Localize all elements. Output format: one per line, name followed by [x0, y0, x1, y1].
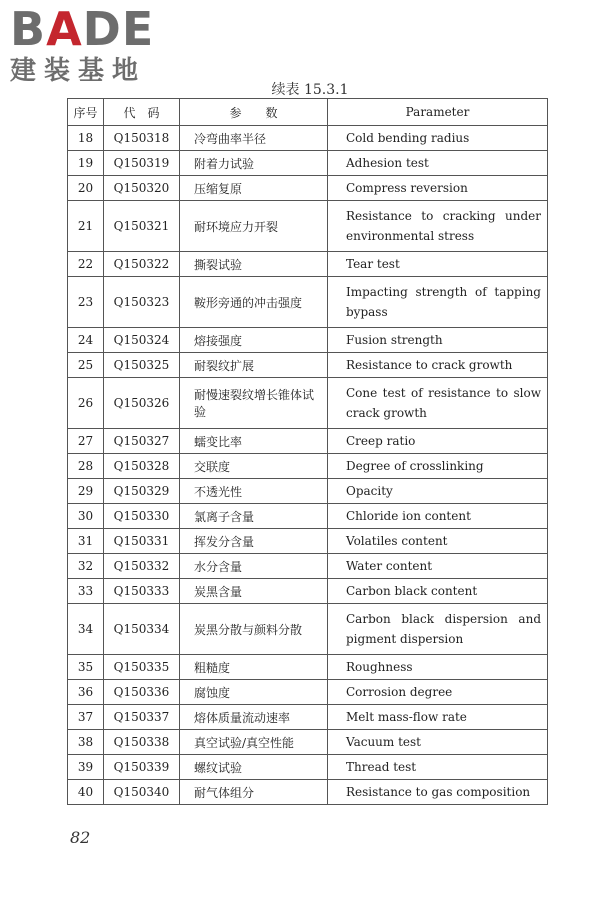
table-row [68, 579, 548, 604]
row-number: 22 [68, 252, 104, 277]
row-param-cn: 螺纹试验 [180, 755, 328, 780]
row-param-en: Fusion strength [328, 328, 548, 353]
header-code: 代 码 [104, 99, 180, 126]
row-param-en: Adhesion test [328, 151, 548, 176]
row-number: 32 [68, 554, 104, 579]
row-code: Q150318 [104, 126, 180, 151]
row-param-en: Thread test [328, 755, 548, 780]
row-param-cn: 炭黑分散与颜料分散 [180, 604, 328, 655]
table-row [68, 554, 548, 579]
row-code: Q150330 [104, 504, 180, 529]
table-caption: 续表 15.3.1 [271, 82, 349, 98]
row-code: Q150336 [104, 680, 180, 705]
table-header-row [68, 99, 548, 126]
row-param-cn: 熔接强度 [180, 328, 328, 353]
table-row [68, 277, 548, 328]
table-row [68, 252, 548, 277]
page-number: 82 [70, 828, 91, 847]
row-number: 31 [68, 529, 104, 554]
row-param-cn: 交联度 [180, 454, 328, 479]
row-number: 23 [68, 277, 104, 328]
row-param-cn: 熔体质量流动速率 [180, 705, 328, 730]
row-param-en: Cone test of resistance to slow crack growth [328, 378, 548, 429]
row-param-cn: 耐环境应力开裂 [180, 201, 328, 252]
row-code: Q150322 [104, 252, 180, 277]
table-row [68, 529, 548, 554]
row-number: 40 [68, 780, 104, 805]
table-row [68, 655, 548, 680]
row-param-cn: 耐慢速裂纹增长锥体试验 [180, 378, 328, 429]
row-param-en: Water content [328, 554, 548, 579]
table-row [68, 454, 548, 479]
row-param-en: Resistance to cracking under environmental stress [328, 201, 548, 252]
row-param-cn: 水分含量 [180, 554, 328, 579]
row-code: Q150323 [104, 277, 180, 328]
table-row [68, 176, 548, 201]
row-param-en: Carbon black content [328, 579, 548, 604]
table-row [68, 780, 548, 805]
row-param-cn: 不透光性 [180, 479, 328, 504]
row-code: Q150334 [104, 604, 180, 655]
row-number: 39 [68, 755, 104, 780]
row-code: Q150327 [104, 429, 180, 454]
row-code: Q150333 [104, 579, 180, 604]
row-number: 37 [68, 705, 104, 730]
row-param-en: Carbon black dispersion and pigment dispersion [328, 604, 548, 655]
row-code: Q150320 [104, 176, 180, 201]
row-number: 26 [68, 378, 104, 429]
row-param-cn: 粗糙度 [180, 655, 328, 680]
row-param-en: Impacting strength of tapping bypass [328, 277, 548, 328]
row-number: 24 [68, 328, 104, 353]
row-param-cn: 附着力试验 [180, 151, 328, 176]
header-param-en: Parameter [328, 99, 548, 126]
row-param-cn: 压缩复原 [180, 176, 328, 201]
table-row [68, 755, 548, 780]
table-row [68, 730, 548, 755]
row-param-cn: 挥发分含量 [180, 529, 328, 554]
logo-chinese: 建装基地 [10, 56, 147, 86]
row-code: Q150324 [104, 328, 180, 353]
logo-wordmark: BADE [10, 2, 155, 56]
row-code: Q150335 [104, 655, 180, 680]
row-param-cn: 耐气体组分 [180, 780, 328, 805]
row-param-cn: 冷弯曲率半径 [180, 126, 328, 151]
row-param-cn: 撕裂试验 [180, 252, 328, 277]
row-number: 20 [68, 176, 104, 201]
row-number: 33 [68, 579, 104, 604]
table-row [68, 429, 548, 454]
row-param-en: Resistance to gas composition [328, 780, 548, 805]
table-row [68, 328, 548, 353]
row-param-en: Creep ratio [328, 429, 548, 454]
row-code: Q150339 [104, 755, 180, 780]
row-code: Q150340 [104, 780, 180, 805]
row-number: 38 [68, 730, 104, 755]
table-row [68, 680, 548, 705]
parameter-table [67, 98, 548, 805]
table-row [68, 353, 548, 378]
row-number: 34 [68, 604, 104, 655]
row-param-en: Resistance to crack growth [328, 353, 548, 378]
row-param-cn: 蠕变比率 [180, 429, 328, 454]
row-param-en: Roughness [328, 655, 548, 680]
row-number: 29 [68, 479, 104, 504]
table-row [68, 604, 548, 655]
row-param-en: Opacity [328, 479, 548, 504]
row-param-en: Melt mass-flow rate [328, 705, 548, 730]
row-code: Q150328 [104, 454, 180, 479]
bade-logo [10, 4, 154, 86]
row-param-cn: 氯离子含量 [180, 504, 328, 529]
row-number: 28 [68, 454, 104, 479]
row-code: Q150338 [104, 730, 180, 755]
row-param-cn: 腐蚀度 [180, 680, 328, 705]
row-number: 21 [68, 201, 104, 252]
row-param-cn: 鞍形旁通的冲击强度 [180, 277, 328, 328]
row-param-en: Corrosion degree [328, 680, 548, 705]
row-number: 19 [68, 151, 104, 176]
row-param-en: Chloride ion content [328, 504, 548, 529]
row-code: Q150319 [104, 151, 180, 176]
table-row [68, 479, 548, 504]
row-code: Q150321 [104, 201, 180, 252]
table-row [68, 126, 548, 151]
row-number: 25 [68, 353, 104, 378]
row-param-en: Degree of crosslinking [328, 454, 548, 479]
row-code: Q150331 [104, 529, 180, 554]
row-code: Q150332 [104, 554, 180, 579]
table-row [68, 504, 548, 529]
row-code: Q150329 [104, 479, 180, 504]
row-param-cn: 炭黑含量 [180, 579, 328, 604]
row-param-en: Volatiles content [328, 529, 548, 554]
row-number: 30 [68, 504, 104, 529]
header-param-cn: 参 数 [180, 99, 328, 126]
table-row [68, 151, 548, 176]
row-number: 27 [68, 429, 104, 454]
row-number: 35 [68, 655, 104, 680]
row-number: 36 [68, 680, 104, 705]
table-row [68, 201, 548, 252]
header-no: 序号 [68, 99, 104, 126]
row-code: Q150326 [104, 378, 180, 429]
row-param-en: Cold bending radius [328, 126, 548, 151]
table-row [68, 378, 548, 429]
row-code: Q150337 [104, 705, 180, 730]
row-param-en: Tear test [328, 252, 548, 277]
table-row [68, 705, 548, 730]
row-param-cn: 耐裂纹扩展 [180, 353, 328, 378]
row-number: 18 [68, 126, 104, 151]
row-code: Q150325 [104, 353, 180, 378]
row-param-cn: 真空试验/真空性能 [180, 730, 328, 755]
row-param-en: Compress reversion [328, 176, 548, 201]
row-param-en: Vacuum test [328, 730, 548, 755]
